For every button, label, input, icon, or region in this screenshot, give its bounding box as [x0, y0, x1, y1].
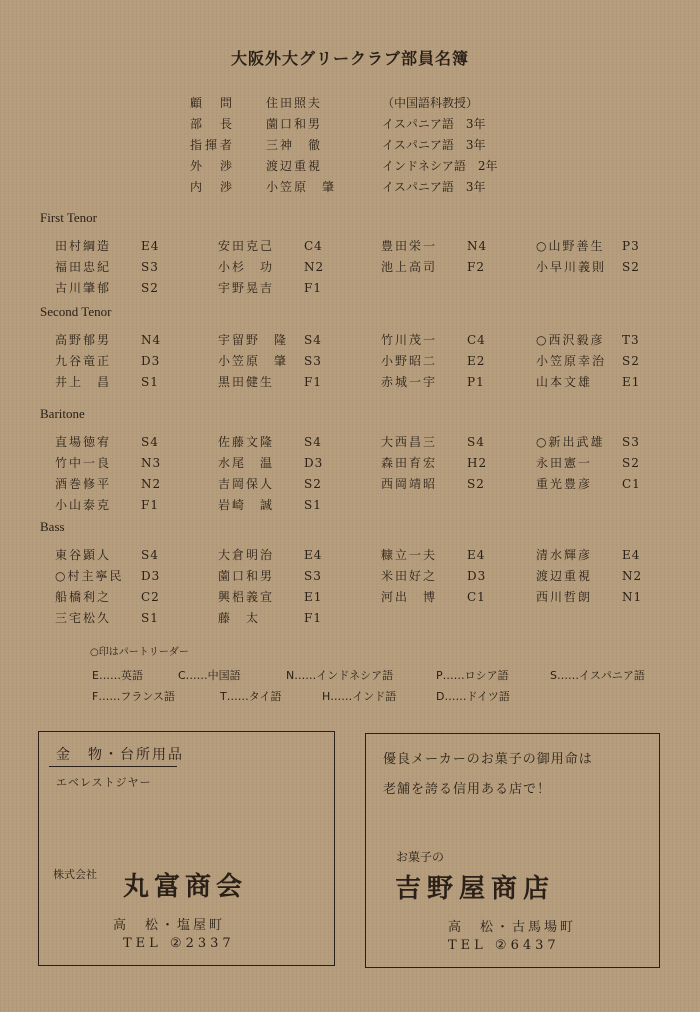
member-name: 福田忠紀 [55, 260, 112, 274]
member-entry [536, 352, 640, 369]
member-name: 重光豊彦 [536, 477, 593, 491]
member-code: D3 [304, 456, 324, 470]
member-entry [536, 373, 640, 390]
member-name: 永田憲一 [536, 456, 593, 470]
member-code: F1 [304, 611, 322, 625]
member-code: N4 [467, 239, 488, 253]
member-name: ○山野善生 [536, 239, 605, 253]
member-entry [536, 237, 640, 254]
ad-company-name: 丸富商会 [123, 872, 248, 902]
member-code: N3 [141, 456, 162, 470]
member-name: 高野郁男 [55, 333, 112, 347]
member-entry [536, 258, 640, 275]
member-entry [55, 588, 160, 605]
member-entry [381, 475, 485, 492]
member-name: ○村主寧民 [55, 569, 124, 583]
ad-product: エベレストジヤー [56, 776, 152, 789]
member-entry [218, 496, 322, 513]
member-name: 小笠原幸治 [536, 354, 607, 368]
member-name: ○西沢毅彦 [536, 333, 605, 347]
member-code: S1 [141, 375, 159, 389]
member-name: 山本文雄 [536, 375, 593, 389]
member-code: N1 [622, 590, 643, 604]
member-name: 小笠原 肇 [218, 354, 289, 368]
member-name: 赤城一宇 [381, 375, 438, 389]
member-entry [218, 331, 322, 348]
member-entry [536, 454, 640, 471]
member-entry [536, 546, 640, 563]
member-code: N4 [141, 333, 162, 347]
member-entry [381, 331, 486, 348]
member-entry [55, 454, 161, 471]
officer-role: 指揮者 [190, 138, 236, 152]
member-name: 九谷竜正 [55, 354, 112, 368]
member-entry [381, 352, 485, 369]
officer-note: イスパニア語 3年 [382, 138, 486, 152]
member-name: 小野昭二 [381, 354, 438, 368]
member-entry [381, 588, 486, 605]
member-code: C2 [141, 590, 160, 604]
member-entry [536, 588, 642, 605]
member-code: S2 [622, 260, 640, 274]
section-title: Bass [40, 519, 65, 534]
member-name: 宇野晃吉 [218, 281, 275, 295]
member-entry [218, 373, 322, 390]
officer-role: 外 渉 [190, 159, 236, 173]
member-entry [218, 475, 322, 492]
member-code: E1 [304, 590, 323, 604]
section-title: Baritone [40, 406, 85, 421]
member-entry [55, 331, 161, 348]
member-code: E4 [141, 239, 160, 253]
member-code: F1 [141, 498, 159, 512]
member-name: 直場徳宥 [55, 435, 112, 449]
member-name: 黒田健生 [218, 375, 275, 389]
member-entry [381, 567, 486, 584]
member-name: 東谷顕人 [55, 548, 112, 562]
member-code: E1 [622, 375, 641, 389]
member-name: 岩崎 誠 [218, 498, 275, 512]
member-code: T3 [622, 333, 640, 347]
member-code: F1 [304, 281, 322, 295]
member-name: 森田育宏 [381, 456, 438, 470]
member-code: N2 [622, 569, 643, 583]
ad-corp-type: 株式会社 [53, 868, 97, 881]
member-code: S3 [141, 260, 159, 274]
member-code: S1 [141, 611, 159, 625]
member-name: 西岡靖昭 [381, 477, 438, 491]
member-code: F2 [467, 260, 485, 274]
member-entry [218, 352, 322, 369]
member-code: E4 [622, 548, 641, 562]
member-entry [55, 546, 159, 563]
member-name: 小早川義則 [536, 260, 607, 274]
member-code: P1 [467, 375, 485, 389]
officer-name: 渡辺重視 [266, 159, 323, 173]
member-name: 興梠義宣 [218, 590, 275, 604]
page-title: 大阪外大グリークラブ部員名簿 [230, 49, 469, 68]
member-entry [381, 546, 485, 563]
member-entry [218, 588, 322, 605]
member-code: C1 [467, 590, 486, 604]
member-entry [55, 352, 160, 369]
member-entry [218, 609, 322, 626]
member-name: 清水輝彦 [536, 548, 593, 562]
member-code: S2 [622, 456, 640, 470]
member-entry [218, 237, 323, 254]
officer-role: 部 長 [190, 117, 236, 131]
member-code: S3 [304, 354, 322, 368]
member-name: 小山泰克 [55, 498, 112, 512]
member-entry [381, 373, 485, 390]
officer-row [190, 178, 550, 199]
member-entry [381, 237, 487, 254]
member-name: 吉岡保人 [218, 477, 275, 491]
member-code: N2 [141, 477, 162, 491]
member-name: 酒巻修平 [55, 477, 112, 491]
ad-telephone: TEL ②2337 [123, 936, 235, 951]
member-name: 水尾 温 [218, 456, 275, 470]
member-name: 田村綱造 [55, 239, 112, 253]
member-name: 渡辺重視 [536, 569, 593, 583]
member-entry [55, 496, 159, 513]
legend-item: N……インドネシア語 [286, 669, 394, 682]
member-code: S4 [304, 333, 322, 347]
member-code: C4 [467, 333, 486, 347]
officer-row [190, 136, 550, 157]
officer-name: 小笠原 肇 [266, 180, 337, 194]
officer-row [190, 94, 550, 115]
member-code: D3 [141, 569, 161, 583]
officer-note: イスパニア語 3年 [382, 180, 486, 194]
officer-name: 住田照夫 [266, 96, 323, 110]
member-code: S3 [304, 569, 322, 583]
member-entry [55, 237, 159, 254]
member-entry [381, 258, 485, 275]
member-code: E4 [304, 548, 323, 562]
member-entry [218, 546, 322, 563]
legend-item: P……ロシア語 [436, 669, 509, 682]
member-code: D3 [141, 354, 161, 368]
member-entry [536, 475, 641, 492]
officer-note: インドネシア語 2年 [382, 159, 498, 173]
member-name: 西川哲朗 [536, 590, 593, 604]
member-code: S4 [467, 435, 485, 449]
ad-subtitle: お菓子の [396, 850, 445, 864]
legend-item: D……ドイツ語 [436, 690, 510, 703]
member-code: S1 [304, 498, 322, 512]
member-code: S4 [141, 435, 159, 449]
member-entry [55, 609, 159, 626]
member-code: C1 [622, 477, 641, 491]
member-entry [218, 454, 323, 471]
member-name: 宇留野 隆 [218, 333, 289, 347]
officer-role: 顧 問 [190, 96, 236, 110]
member-entry [536, 433, 640, 450]
member-name: 藤 太 [218, 611, 261, 625]
member-entry [218, 567, 322, 584]
member-code: S2 [304, 477, 322, 491]
member-code: S2 [467, 477, 485, 491]
ad-telephone: TEL ②6437 [448, 938, 560, 953]
member-name: 井上 昌 [55, 375, 112, 389]
member-entry [55, 258, 159, 275]
officer-role: 内 渉 [190, 180, 236, 194]
member-name: 糠立一夫 [381, 548, 438, 562]
member-entry [55, 373, 159, 390]
member-code: S4 [304, 435, 322, 449]
member-code: N2 [304, 260, 325, 274]
member-name: 竹川茂一 [381, 333, 438, 347]
ad-tagline-2: 老舗を誇る信用ある店で！ [383, 782, 552, 797]
member-name: 佐藤文隆 [218, 435, 275, 449]
legend-item: T……タイ語 [220, 690, 282, 703]
member-code: S2 [622, 354, 640, 368]
member-code: E4 [467, 548, 486, 562]
member-entry [218, 433, 322, 450]
member-entry [381, 433, 485, 450]
member-name: 米田好之 [381, 569, 438, 583]
member-entry [218, 279, 322, 296]
legend-item: H……インド語 [322, 690, 397, 703]
member-entry [536, 331, 640, 348]
ad-tagline: 優良メーカーのお菓子の御用命は [383, 752, 593, 767]
member-name: 三宅松久 [55, 611, 112, 625]
member-code: E2 [467, 354, 486, 368]
legend-item: E……英語 [92, 669, 143, 682]
legend-item: F……フランス語 [92, 690, 175, 703]
member-code: C4 [304, 239, 323, 253]
member-name: 池上高司 [381, 260, 438, 274]
member-code: S2 [141, 281, 159, 295]
member-name: 豊田栄一 [381, 239, 438, 253]
member-name: 大倉明治 [218, 548, 275, 562]
member-code: D3 [467, 569, 487, 583]
section-title: First Tenor [40, 210, 97, 225]
member-code: S3 [622, 435, 640, 449]
officer-note: イスパニア語 3年 [382, 117, 486, 131]
officer-name: 三神 徹 [266, 138, 323, 152]
officer-row [190, 157, 550, 178]
ad-company-name: 吉野屋商店 [395, 874, 556, 904]
member-name: 大西昌三 [381, 435, 438, 449]
advertisement-marutomi [38, 731, 335, 966]
member-name: 竹中一良 [55, 456, 112, 470]
legend-note: ○印はパートリーダー [90, 647, 189, 658]
legend-item: S……イスパニア語 [550, 669, 645, 682]
ad-address: 高 松・塩屋町 [113, 918, 226, 933]
advertisement-yoshinoya [365, 733, 660, 968]
member-code: H2 [467, 456, 488, 470]
legend-item: C……中国語 [178, 669, 241, 682]
member-entry [536, 567, 642, 584]
officer-note: （中国語科教授） [382, 96, 479, 110]
member-code: F1 [304, 375, 322, 389]
member-name: 薗口和男 [218, 569, 275, 583]
member-entry [218, 258, 324, 275]
member-entry [55, 475, 161, 492]
member-name: 小杉 功 [218, 260, 275, 274]
member-entry [381, 454, 487, 471]
officer-name: 薗口和男 [266, 117, 323, 131]
member-name: 河出 博 [381, 590, 438, 604]
member-name: 古川肇郁 [55, 281, 112, 295]
ad-divider [49, 766, 177, 767]
member-code: S4 [141, 548, 159, 562]
ad-address: 高 松・古馬場町 [448, 920, 577, 935]
officer-list [190, 94, 550, 199]
member-name: 船橋利之 [55, 590, 112, 604]
member-code: P3 [622, 239, 640, 253]
member-entry [55, 567, 160, 584]
section-title: Second Tenor [40, 304, 112, 319]
officer-row [190, 115, 550, 136]
member-entry [55, 433, 159, 450]
member-name: ○新出武雄 [536, 435, 605, 449]
member-name: 安田克己 [218, 239, 275, 253]
ad-tagline: 金 物・台所用品 [56, 747, 184, 763]
member-entry [55, 279, 159, 296]
